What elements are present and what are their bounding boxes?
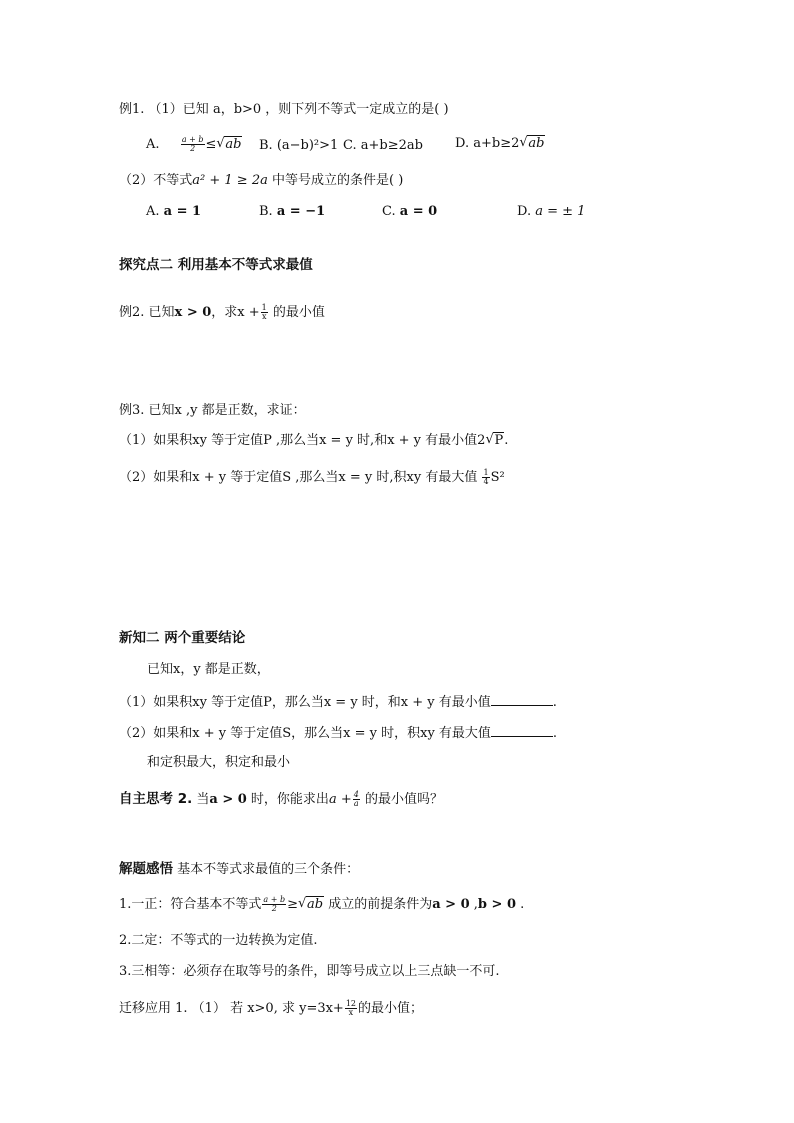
insight-text: 基本不等式求最值的三个条件： <box>173 862 360 877</box>
radicand: ab <box>225 137 242 152</box>
line-1-text: （1）如果积xy 等于定值P ,那么当x = y 时,和x + y 有最小值2 <box>119 433 486 448</box>
part-2-option-c <box>382 204 437 220</box>
example-2-suffix: 的最小值 <box>268 305 325 320</box>
line-1-mid: 成立的前提条件为 <box>324 897 433 912</box>
option-d-label: D. a+b≥2 <box>455 136 520 151</box>
condition-b: b > 0 <box>477 897 516 912</box>
example-3-line-1 <box>119 433 508 449</box>
denominator: x <box>348 1008 354 1017</box>
relation: ≥ <box>287 897 298 912</box>
line-2-text: （2）如果和x + y 等于定值S ,那么当x = y 时,积xy 有最大值 <box>119 470 478 485</box>
part-2-option-a <box>146 204 201 220</box>
sqrt <box>519 136 545 152</box>
section-3-intro: 已知x，y 都是正数， <box>147 662 270 677</box>
section-3-line-1 <box>119 693 557 711</box>
expression: a + <box>328 792 352 807</box>
option-a-label: A. <box>146 137 160 152</box>
option-label: C. <box>382 204 396 219</box>
fraction <box>181 136 205 153</box>
example-2-prefix: 例2. 已知 <box>119 305 175 320</box>
transfer-suffix: 的最小值； <box>358 1001 424 1016</box>
example-1-title <box>119 102 449 118</box>
numerator: a + b <box>263 895 286 904</box>
section-3-summary: 和定积最大，积定和最小 <box>147 755 291 770</box>
denominator: 2 <box>190 144 196 153</box>
line-2-text: （2）如果和x + y 等于定值S，那么当x = y 时，积xy 有最大值 <box>119 726 491 741</box>
insight-line-2: 2.二定：不等式的一边转换为定值. <box>119 933 318 948</box>
radicand: ab <box>307 897 324 912</box>
option-value: a = 1 <box>163 204 202 219</box>
fraction <box>353 791 360 808</box>
option-label: D. <box>517 204 532 219</box>
example-1-text: 例1. （1）已知 a，b>0 ，则下列不等式一定成立的是( ) <box>119 102 449 117</box>
example-3-title: 例3. 已知x ,y 都是正数，求证： <box>119 403 306 418</box>
insight-line-3: 3.三相等：必须存在取等号的条件，即等号成立以上三点缺一不可. <box>119 964 500 979</box>
transfer-application <box>119 1000 423 1017</box>
option-label: A. <box>146 204 160 219</box>
fraction <box>482 469 489 486</box>
fraction <box>345 1000 357 1017</box>
example-1-option-a <box>146 136 242 153</box>
insight-line-1 <box>119 896 524 913</box>
think-2-prefix: 当 <box>192 792 210 807</box>
line-end: . <box>552 695 557 710</box>
part-2-option-d <box>517 204 585 220</box>
section-heading-3: 新知二 两个重要结论 <box>119 630 246 646</box>
line-end: . <box>552 726 558 741</box>
denominator: x <box>261 312 267 321</box>
think-2-mid: 时，你能求出 <box>246 792 329 807</box>
sqrt <box>216 137 242 153</box>
fraction <box>262 896 286 913</box>
numerator: 12 <box>345 999 357 1008</box>
numerator: a + b <box>181 135 204 144</box>
line-1-prefix: 1.一正：符合基本不等式 <box>119 897 262 912</box>
numerator: 1 <box>261 303 267 312</box>
example-3-line-2 <box>119 469 505 486</box>
part-2-suffix: 中等号成立的条件是( ) <box>267 173 404 188</box>
part-2-option-b <box>259 204 325 220</box>
line-1-end: . <box>504 433 509 448</box>
line-2-end: S² <box>490 470 505 485</box>
condition: a > 0 <box>209 792 247 807</box>
inequality: a² + 1 ≥ 2a <box>192 173 268 188</box>
sqrt <box>298 897 324 913</box>
fraction <box>261 304 268 321</box>
section-3-line-2 <box>119 724 557 742</box>
numerator: 1 <box>483 468 489 477</box>
answer-blank[interactable] <box>491 693 553 706</box>
example-1-option-b: B. (a−b)²>1 <box>259 138 339 153</box>
example-1-part-2 <box>119 173 403 189</box>
line-1-text: （1）如果积xy 等于定值P，那么当x = y 时，和x + y 有最小值 <box>119 695 491 710</box>
option-value: a = 0 <box>399 204 438 219</box>
option-value: a = ± 1 <box>535 204 586 219</box>
part-2-prefix: （2）不等式 <box>119 173 193 188</box>
example-1-option-d <box>455 136 545 152</box>
line-1-end: . <box>516 897 525 912</box>
denominator: 4 <box>483 477 489 486</box>
option-value: a = −1 <box>276 204 326 219</box>
think-2-suffix: 的最小值吗？ <box>360 792 443 807</box>
radicand: P <box>494 433 504 448</box>
condition-a: a > 0 <box>432 897 470 912</box>
transfer-prefix: 迁移应用 1. （1） 若 x>0, 求 y=3x+ <box>119 1001 344 1016</box>
numerator: 4 <box>353 790 359 799</box>
radicand: ab <box>528 136 545 151</box>
condition: x > 0 <box>174 305 212 320</box>
option-label: B. <box>259 204 273 219</box>
section-heading-2: 探究点二 利用基本不等式求最值 <box>119 257 313 273</box>
think-2 <box>119 791 443 808</box>
insight-label: 解题感悟 <box>119 861 173 877</box>
insight-header <box>119 861 359 878</box>
answer-blank[interactable] <box>491 724 553 737</box>
sqrt <box>485 433 504 449</box>
denominator: 2 <box>271 904 277 913</box>
example-2-mid: ，求x + <box>211 305 260 320</box>
relation: ≤ <box>205 137 217 152</box>
think-2-label: 自主思考 2. <box>119 791 193 807</box>
separator: , <box>469 897 478 912</box>
example-1-option-c: C. a+b≥2ab <box>343 138 423 153</box>
denominator: a <box>353 799 359 808</box>
example-2 <box>119 304 325 321</box>
